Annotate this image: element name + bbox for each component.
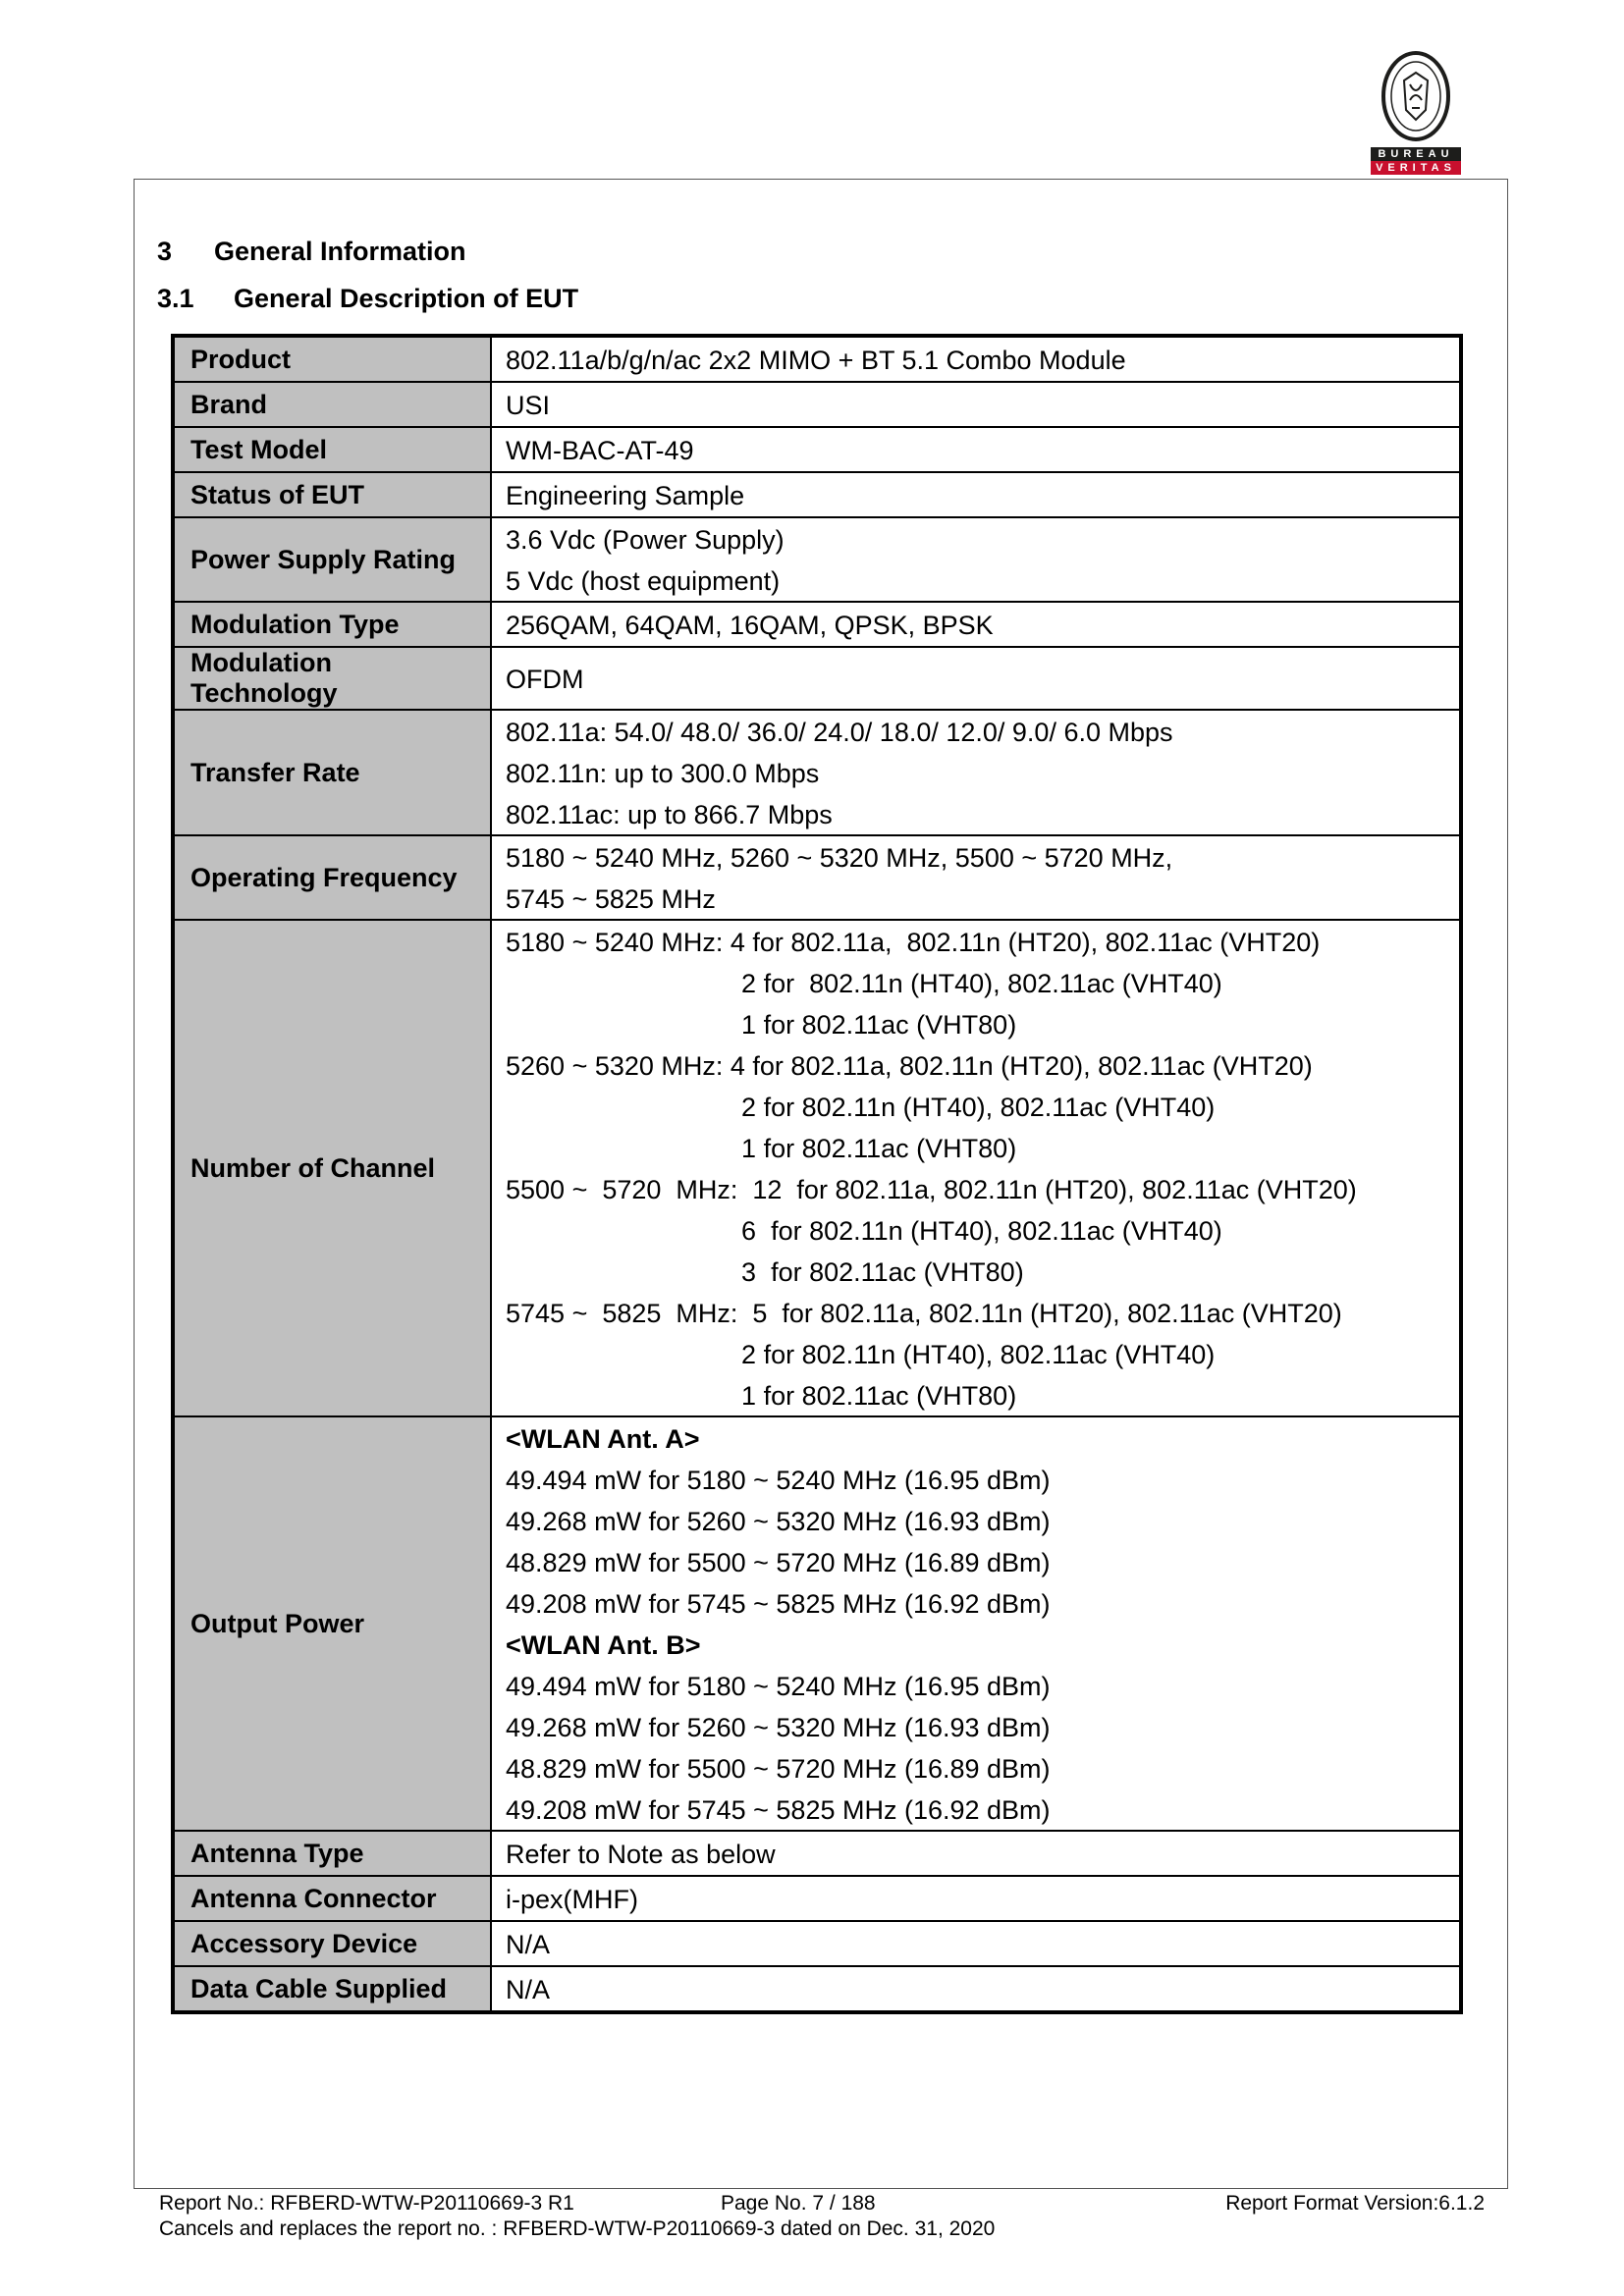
row-value-line: 2 for 802.11n (HT40), 802.11ac (VHT40) [506, 1340, 1216, 1369]
row-label: Transfer Rate [173, 710, 491, 835]
row-label: Accessory Device [173, 1921, 491, 1966]
row-label: Output Power [173, 1416, 491, 1831]
row-value-line: 5745 ~ 5825 MHz: 5 for 802.11a, 802.11n (HT20), 802.11ac (VHT20) [506, 1299, 1342, 1328]
row-value-line: <WLAN Ant. B> [506, 1630, 701, 1660]
row-value-line: N/A [506, 1975, 551, 2004]
table-row [173, 1876, 1461, 1921]
table-row [173, 1966, 1461, 2012]
row-value-line: 48.829 mW for 5500 ~ 5720 MHz (16.89 dBm) [506, 1754, 1051, 1784]
row-value-line: 802.11a/b/g/n/ac 2x2 MIMO + BT 5.1 Combo Module [506, 346, 1126, 375]
row-value-line: N/A [506, 1930, 551, 1959]
row-value-line: 2 for 802.11n (HT40), 802.11ac (VHT40) [506, 1093, 1216, 1122]
row-label: Test Model [173, 427, 491, 472]
row-label: Number of Channel [173, 920, 491, 1416]
eut-description-table-body [173, 336, 1461, 2012]
row-value-line: 802.11ac: up to 866.7 Mbps [506, 800, 833, 829]
row-value [491, 710, 1461, 835]
row-value [491, 472, 1461, 517]
row-value-line: 3 for 802.11ac (VHT80) [506, 1257, 1024, 1287]
row-value [491, 1921, 1461, 1966]
section-title: General Information [214, 237, 466, 266]
table-row [173, 382, 1461, 427]
section-number: 3 [157, 237, 173, 266]
row-value [491, 647, 1461, 710]
row-value [491, 835, 1461, 920]
subsection-number: 3.1 [157, 284, 194, 313]
row-value [491, 382, 1461, 427]
row-value-line: 49.494 mW for 5180 ~ 5240 MHz (16.95 dBm) [506, 1466, 1051, 1495]
row-value-line: 48.829 mW for 5500 ~ 5720 MHz (16.89 dBm) [506, 1548, 1051, 1577]
row-value-line: 5745 ~ 5825 MHz [506, 884, 716, 914]
row-label: Status of EUT [173, 472, 491, 517]
table-row [173, 472, 1461, 517]
table-row [173, 835, 1461, 920]
table-row [173, 920, 1461, 1416]
row-value-line: 2 for 802.11n (HT40), 802.11ac (VHT40) [506, 969, 1222, 998]
row-value-line: 49.494 mW for 5180 ~ 5240 MHz (16.95 dBm) [506, 1672, 1051, 1701]
row-label: Power Supply Rating [173, 517, 491, 602]
row-label: Operating Frequency [173, 835, 491, 920]
row-value [491, 336, 1461, 382]
row-label: Data Cable Supplied [173, 1966, 491, 2012]
table-row [173, 1831, 1461, 1876]
row-label: Antenna Type [173, 1831, 491, 1876]
table-row [173, 336, 1461, 382]
table-row [173, 427, 1461, 472]
footer-report-number: Report No.: RFBERD-WTW-P20110669-3 R1 [159, 2192, 574, 2215]
row-value [491, 1416, 1461, 1831]
row-label: Product [173, 336, 491, 382]
row-value-line: 49.208 mW for 5745 ~ 5825 MHz (16.92 dBm) [506, 1589, 1051, 1619]
row-value-line: Engineering Sample [506, 481, 745, 510]
row-value-line: 49.208 mW for 5745 ~ 5825 MHz (16.92 dBm) [506, 1795, 1051, 1825]
row-value [491, 1876, 1461, 1921]
row-value-line: 802.11a: 54.0/ 48.0/ 36.0/ 24.0/ 18.0/ 12.0/ 9.0/ 6.0 Mbps [506, 718, 1173, 747]
row-value-line: 5180 ~ 5240 MHz: 4 for 802.11a, 802.11n (HT20), 802.11ac (VHT20) [506, 928, 1321, 957]
row-value-line: OFDM [506, 665, 584, 694]
row-value-line: <WLAN Ant. A> [506, 1424, 700, 1454]
bureau-veritas-seal-icon [1380, 51, 1451, 145]
row-value-line: 5 Vdc (host equipment) [506, 566, 781, 596]
subsection-title: General Description of EUT [234, 284, 579, 313]
row-value-line: Refer to Note as below [506, 1840, 776, 1869]
table-row [173, 710, 1461, 835]
row-value-line: 1 for 802.11ac (VHT80) [506, 1381, 1017, 1411]
table-row [173, 517, 1461, 602]
logo-word-veritas: VERITAS [1371, 161, 1461, 175]
row-value-line: 5180 ~ 5240 MHz, 5260 ~ 5320 MHz, 5500 ~ 5720 MHz, [506, 843, 1173, 873]
row-value-line: 802.11n: up to 300.0 Mbps [506, 759, 820, 788]
row-label: Modulation Technology [173, 647, 491, 710]
row-value [491, 1831, 1461, 1876]
footer-cancels-note: Cancels and replaces the report no. : RFBERD-WTW-P20110669-3 dated on Dec. 31, 2020 [159, 2217, 996, 2240]
row-value-line: 1 for 802.11ac (VHT80) [506, 1010, 1017, 1040]
footer-format-version: Report Format Version:6.1.2 [1225, 2192, 1485, 2215]
row-value-line: 49.268 mW for 5260 ~ 5320 MHz (16.93 dBm) [506, 1507, 1051, 1536]
row-value-line: 5260 ~ 5320 MHz: 4 for 802.11a, 802.11n (HT20), 802.11ac (VHT20) [506, 1051, 1313, 1081]
table-row [173, 1416, 1461, 1831]
row-value-line: 6 for 802.11n (HT40), 802.11ac (VHT40) [506, 1216, 1222, 1246]
row-label: Antenna Connector [173, 1876, 491, 1921]
row-value [491, 517, 1461, 602]
row-value [491, 427, 1461, 472]
row-value-line: 5500 ~ 5720 MHz: 12 for 802.11a, 802.11n (HT20), 802.11ac (VHT20) [506, 1175, 1357, 1204]
row-value-line: i-pex(MHF) [506, 1885, 638, 1914]
eut-description-table [171, 334, 1463, 2014]
footer-page-number: Page No. 7 / 188 [721, 2192, 876, 2215]
table-row [173, 1921, 1461, 1966]
table-row [173, 647, 1461, 710]
row-value-line: 3.6 Vdc (Power Supply) [506, 525, 785, 555]
row-value-line: 49.268 mW for 5260 ~ 5320 MHz (16.93 dBm) [506, 1713, 1051, 1742]
row-value-line: 1 for 802.11ac (VHT80) [506, 1134, 1017, 1163]
row-value-line: WM-BAC-AT-49 [506, 436, 694, 465]
bureau-veritas-logo [1371, 51, 1461, 173]
row-value [491, 920, 1461, 1416]
logo-word-bureau: BUREAU [1371, 147, 1461, 161]
row-value [491, 1966, 1461, 2012]
row-value-line: USI [506, 391, 551, 420]
row-label: Brand [173, 382, 491, 427]
row-label: Modulation Type [173, 602, 491, 647]
table-row [173, 602, 1461, 647]
row-value-line: 256QAM, 64QAM, 16QAM, QPSK, BPSK [506, 611, 994, 640]
row-value [491, 602, 1461, 647]
